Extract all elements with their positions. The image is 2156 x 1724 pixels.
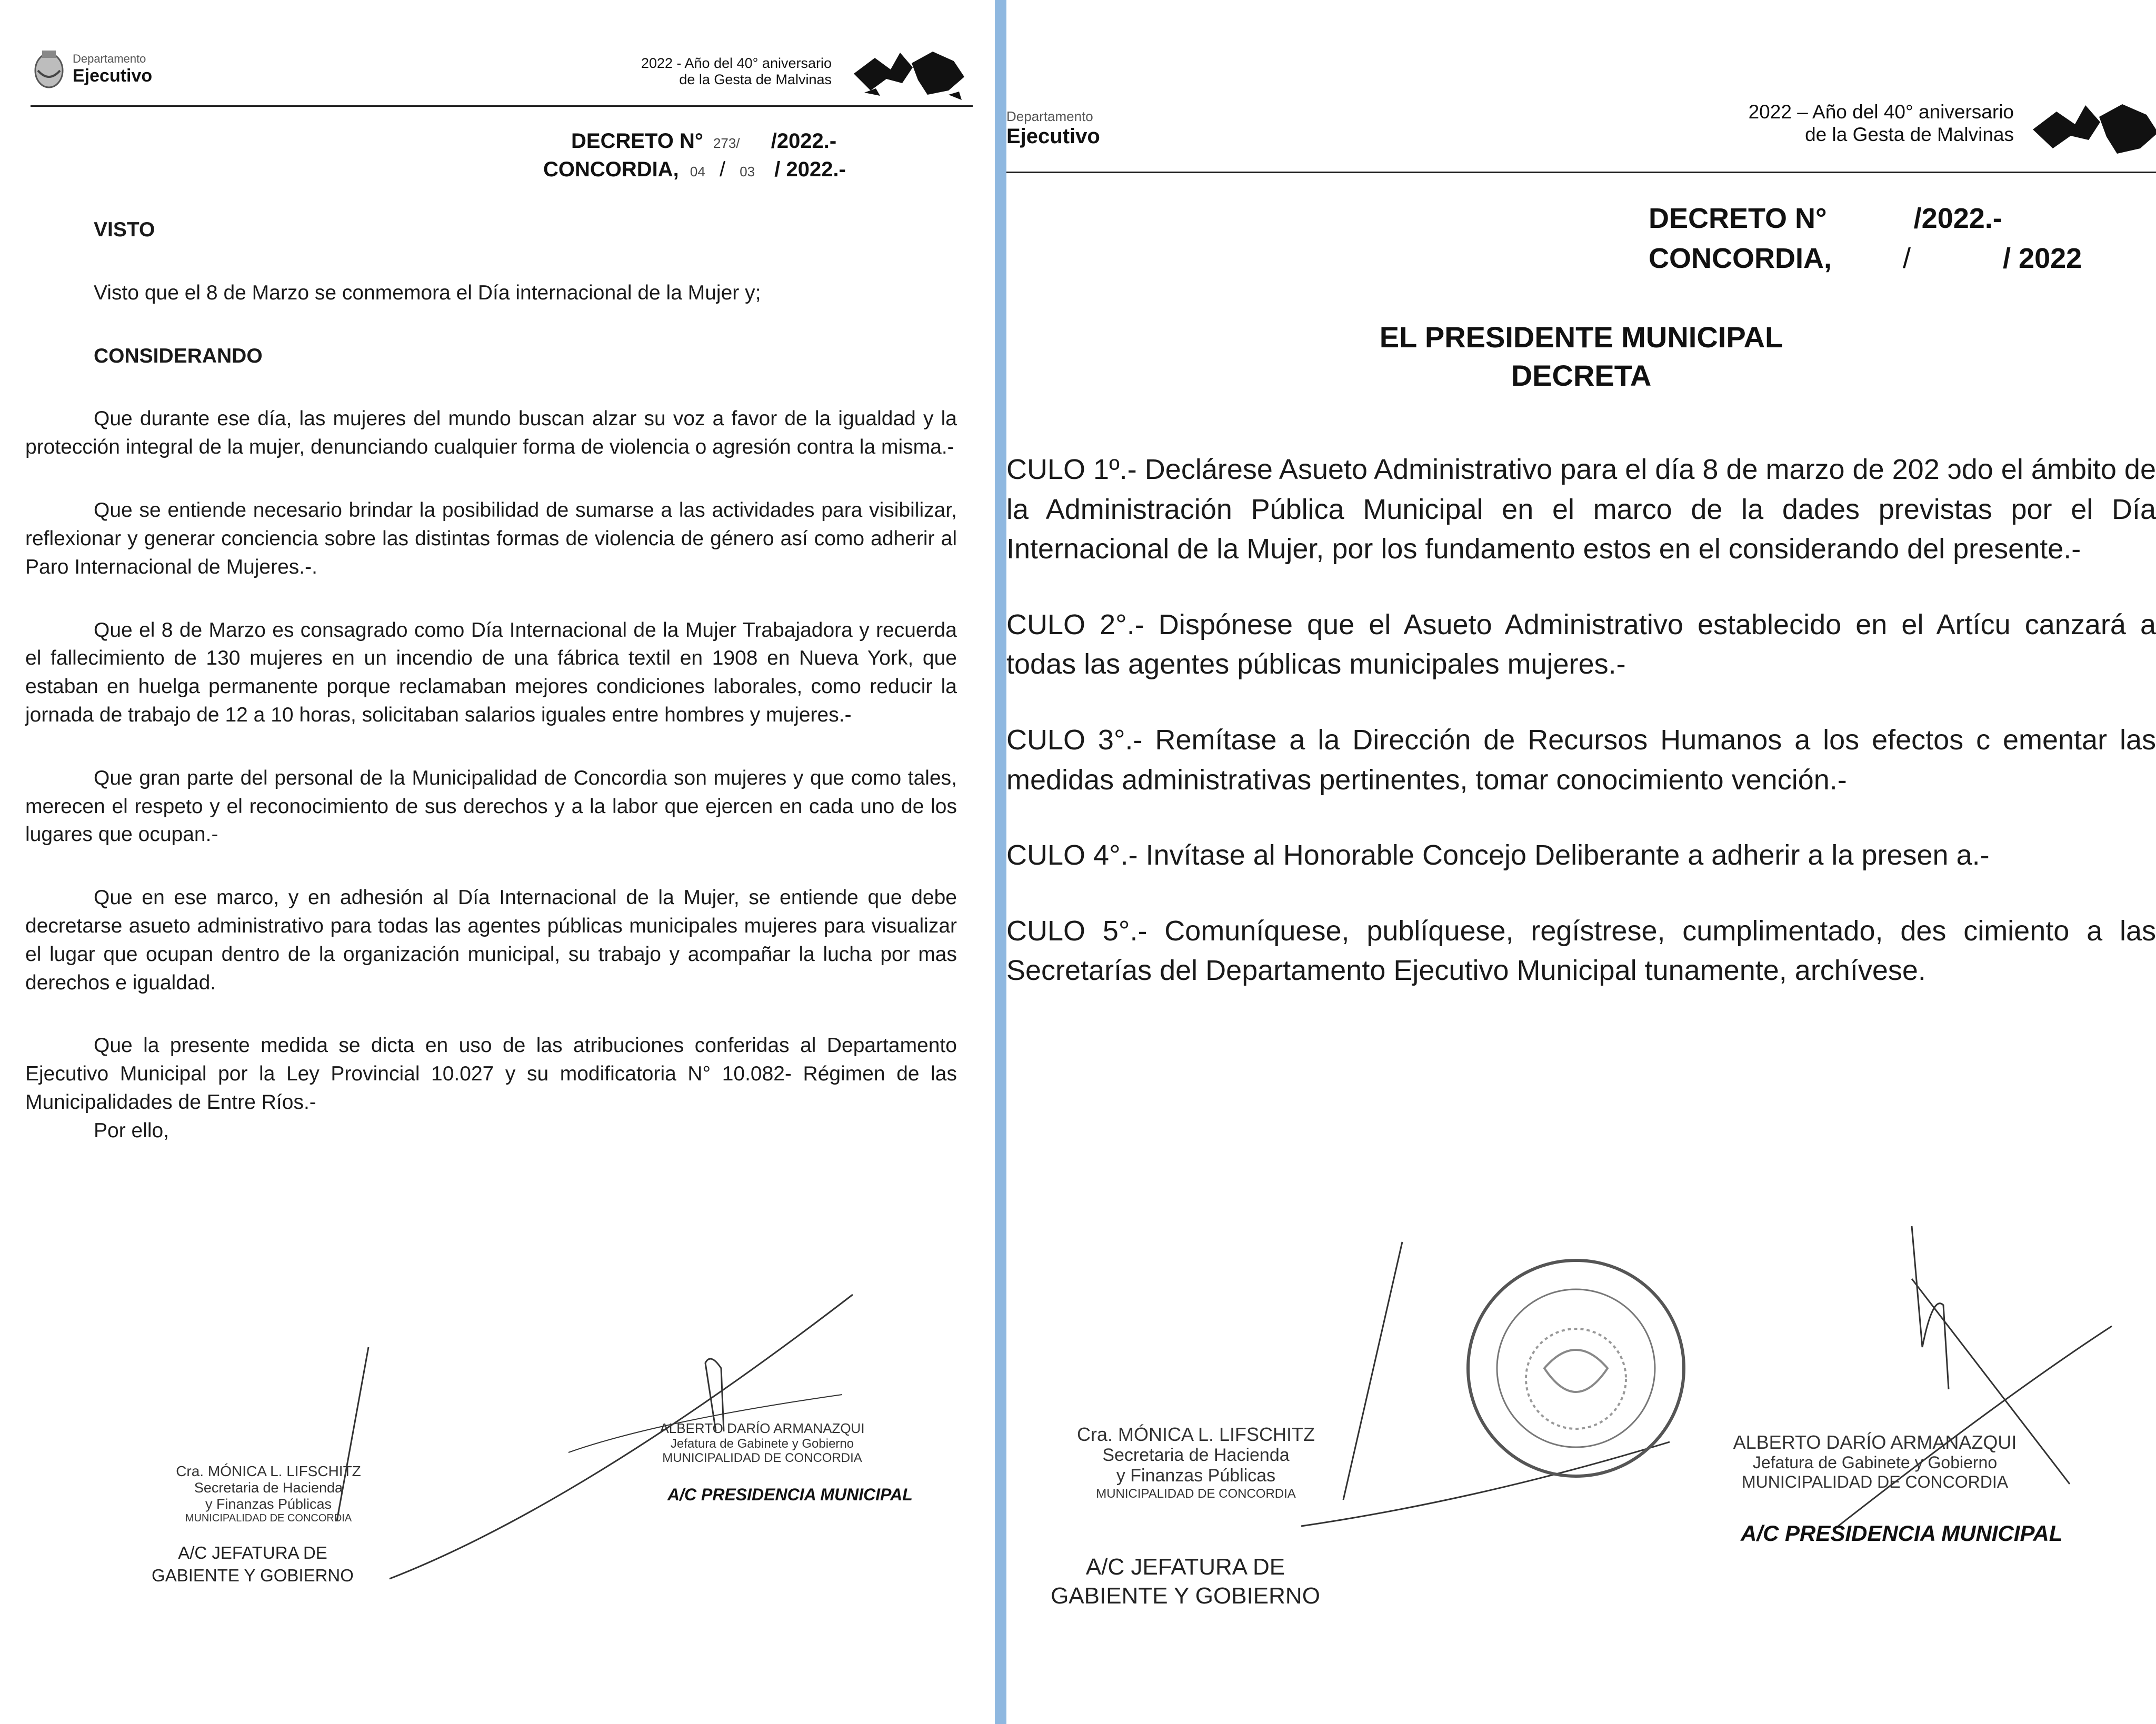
department-label: Departamento	[73, 52, 146, 65]
decree-date: CONCORDIA, 04 / 03 / 2022.-	[543, 158, 846, 181]
paragraph: Que gran parte del personal de la Municipalidad de Concordia son mujeres y que como tales, merecen el respeto y el reconocimiento de sus derechos y a la labor que ejercen en cada uno de los lugares que ocupan.-	[25, 766, 957, 846]
article: CULO 1º.- Declárese Asueto Administrativo para el día 8 de marzo de 202 ɔdo el ámbito de la Administración Pública Municipal en el marco de la dades previstas por el Día Internacional de la Mujer, por los fundamento estos en el considerando del presente.-	[1006, 454, 2156, 565]
presidencia-stamp: A/C PRESIDENCIA MUNICIPAL	[1741, 1521, 2063, 1546]
paragraph: Que en ese marco, y en adhesión al Día Internacional de la Mujer, se entiende que debe decretarse asueto administrativo para todas las agentes públicas municipales mujeres para visualizar el lugar que ocupan dentro de la organización municipal, su trabajo y acompañar la lucha por mas derechos e igualdad.	[25, 886, 957, 994]
jefatura-stamp: A/C JEFATURA DE GABIENTE Y GOBIERNO	[152, 1543, 354, 1585]
article: CULO 5°.- Comuníquese, publíquese, regístrese, cumplimentado, des cimiento a las Secretarías del Departamento Ejecutivo Municipal tunamente, archívese.	[1006, 915, 2156, 987]
decree-number: DECRETO N° /2022.-	[1649, 203, 2002, 234]
paragraph: Que el 8 de Marzo es consagrado como Día Internacional de la Mujer Trabajadora y recuerda el fallecimiento de 130 mujeres en un incendio de una fábrica textil en 1908 en Nueva York, que estaban en huelga permanente porque reclamaban mejores condiciones laborales, como reducir la jornada de trabajo de 12 a 10 horas, solicitaban salarios iguales entre hombres y mujeres.-	[25, 618, 957, 726]
signature-lifschitz: Cra. MÓNICA L. LIFSCHITZ Secretaria de Hacienda y Finanzas Públicas MUNICIPALIDAD DE CONCORDIA	[176, 1463, 361, 1525]
paragraph: Que la presente medida se dicta en uso de las atribuciones conferidas al Departamento Ejecutivo Municipal por la Ley Provincial 10.027 y su modificatoria N° 10.082- Régimen de las Municipalidades de Entre Ríos.-	[25, 1034, 957, 1114]
visto-heading: VISTO	[94, 218, 155, 241]
executive-label: Ejecutivo	[73, 65, 153, 86]
paragraph: Que se entiende necesario brindar la posibilidad de sumarse a las actividades para visibilizar, reflexionar y generar conciencia sobre las distintas formas de violencia de género así como adherir al Paro Internacional de Mujeres.-.	[25, 499, 957, 578]
jefatura-stamp: A/C JEFATURA DE GABIENTE Y GOBIERNO	[1051, 1554, 1320, 1609]
signature-lifschitz: Cra. MÓNICA L. LIFSCHITZ Secretaria de Hacienda y Finanzas Públicas MUNICIPALIDAD DE CONCORDIA	[1076, 1424, 1315, 1501]
left-page	[0, 0, 995, 1724]
article: CULO 2°.- Dispónese que el Asueto Administrativo establecido en el Artícu canzará a todas las agentes públicas municipales mujeres.-	[1006, 608, 2156, 680]
article: CULO 4°.- Invítase al Honorable Concejo Deliberante a adherir a la presen a.-	[1006, 839, 1990, 871]
decree-title: EL PRESIDENTE MUNICIPAL DECRETA	[1379, 320, 1783, 392]
paragraph: Que durante ese día, las mujeres del mundo buscan alzar su voz a favor de la igualdad y la protección integral de la mujer, denunciando cualquier forma de violencia o agresión contra la misma.-	[25, 407, 957, 459]
municipal-seal-icon	[1455, 1247, 1697, 1489]
decree-date: CONCORDIA, / / 2022	[1649, 243, 2082, 274]
anniversary-motto-right: 2022 – Año del 40° aniversario de la Gesta de Malvinas	[1748, 101, 2014, 145]
department-label-cropped: Departamento Ejecutivo	[1006, 108, 1100, 148]
right-page	[1006, 0, 2156, 1724]
signature-armanazqui: ALBERTO DARÍO ARMANAZQUI Jefatura de Gabinete y Gobierno MUNICIPALIDAD DE CONCORDIA	[1733, 1431, 2017, 1492]
por-ello: Por ello,	[94, 1119, 169, 1142]
visto-text: Visto que el 8 de Marzo se conmemora el Día internacional de la Mujer y;	[94, 281, 761, 304]
considerando-heading: CONSIDERANDO	[94, 344, 263, 367]
decree-number: DECRETO N° 273/ /2022.-	[571, 129, 837, 153]
anniversary-motto: 2022 - Año del 40° aniversario de la Gesta de Malvinas	[641, 55, 832, 88]
article: CULO 3°.- Remítase a la Dirección de Recursos Humanos a los efectos c ementar las medidas administrativas pertinentes, tomar conocimiento vención.-	[1006, 724, 2156, 796]
page-divider	[995, 0, 1006, 1724]
presidencia-stamp: A/C PRESIDENCIA MUNICIPAL	[667, 1485, 913, 1504]
signature-armanazqui: ALBERTO DARÍO ARMANAZQUI Jefatura de Gabinete y Gobierno MUNICIPALIDAD DE CONCORDIA	[660, 1420, 865, 1466]
